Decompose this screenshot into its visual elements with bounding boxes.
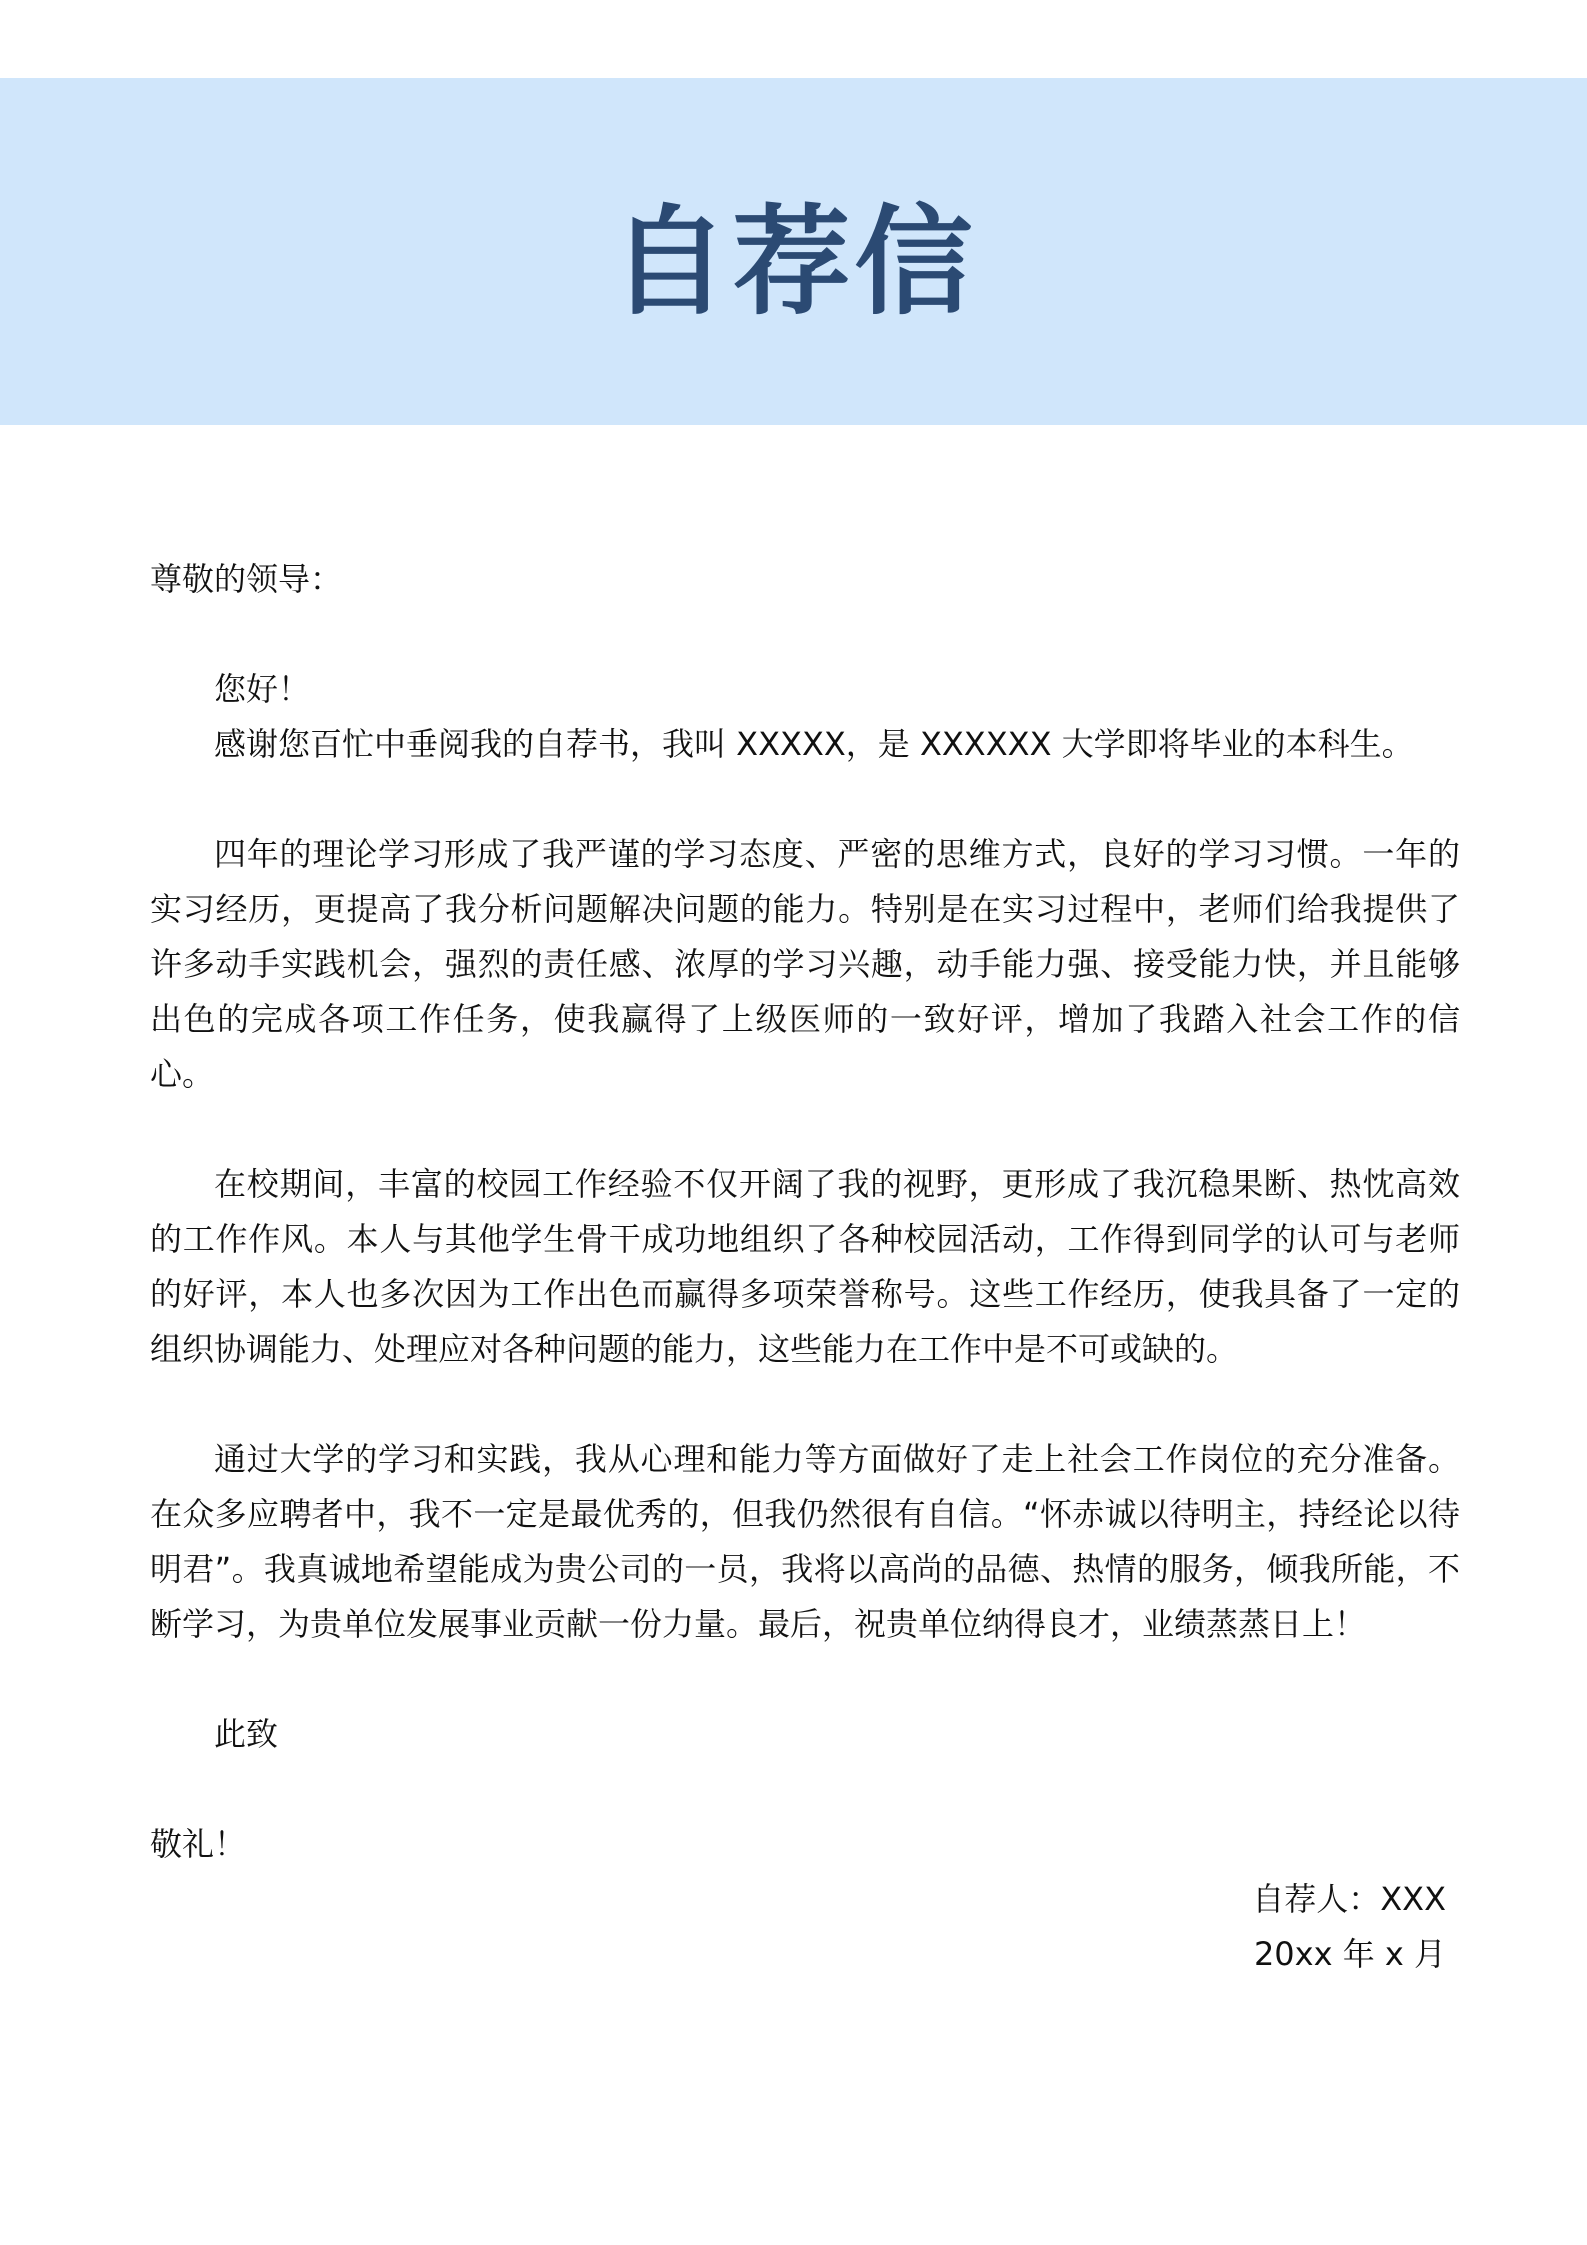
paragraph-campus: 在校期间，丰富的校园工作经验不仅开阔了我的视野，更形成了我沉稳果断、热忱高效的工作作风。本人与其他学生骨干成功地组织了各种校园活动，工作得到同学的认可与老师的好评，本人也多次因为工作出色而赢得多项荣誉称号。这些工作经历，使我具备了一定的组织协调能力、处理应对各种问题的能力，这些能力在工作中是不可或缺的。 bbox=[150, 1165, 1460, 1368]
salutation: 尊敬的领导： bbox=[150, 560, 343, 598]
signer: 自荐人：XXX bbox=[1252, 1880, 1446, 1918]
closing-jingli: 敬礼！ bbox=[150, 1825, 247, 1863]
paragraph-aspiration: 通过大学的学习和实践，我从心理和能力等方面做好了走上社会工作岗位的充分准备。在众多应聘者中，我不一定是最优秀的，但我仍然很有自信。“怀赤诚以待明主，持经论以待明君”。我真诚地希望能成为贵公司的一员，我将以高尚的品德、热情的服务，倾我所能，不断学习，为贵单位发展事业贡献一份力量。最后，祝贵单位纳得良才，业绩蒸蒸日上！ bbox=[150, 1440, 1460, 1643]
page-title: 自荐信 bbox=[610, 192, 977, 331]
paragraph-study: 四年的理论学习形成了我严谨的学习态度、严密的思维方式，良好的学习习惯。一年的实习经历，更提高了我分析问题解决问题的能力。特别是在实习过程中，老师们给我提供了许多动手实践机会，强烈的责任感、浓厚的学习兴趣，动手能力强、接受能力快，并且能够出色的完成各项工作任务，使我赢得了上级医师的一致好评，增加了我踏入社会工作的信心。 bbox=[150, 835, 1460, 1093]
letter-body bbox=[150, 552, 1460, 1982]
greeting: 您好！ bbox=[214, 670, 311, 708]
closing-cizhi: 此致 bbox=[214, 1715, 279, 1753]
intro-line: 感谢您百忙中垂阅我的自荐书，我叫 XXXXX，是 XXXXXX 大学即将毕业的本科生。 bbox=[214, 725, 1414, 763]
date: 20xx 年 x 月 bbox=[1253, 1935, 1446, 1973]
